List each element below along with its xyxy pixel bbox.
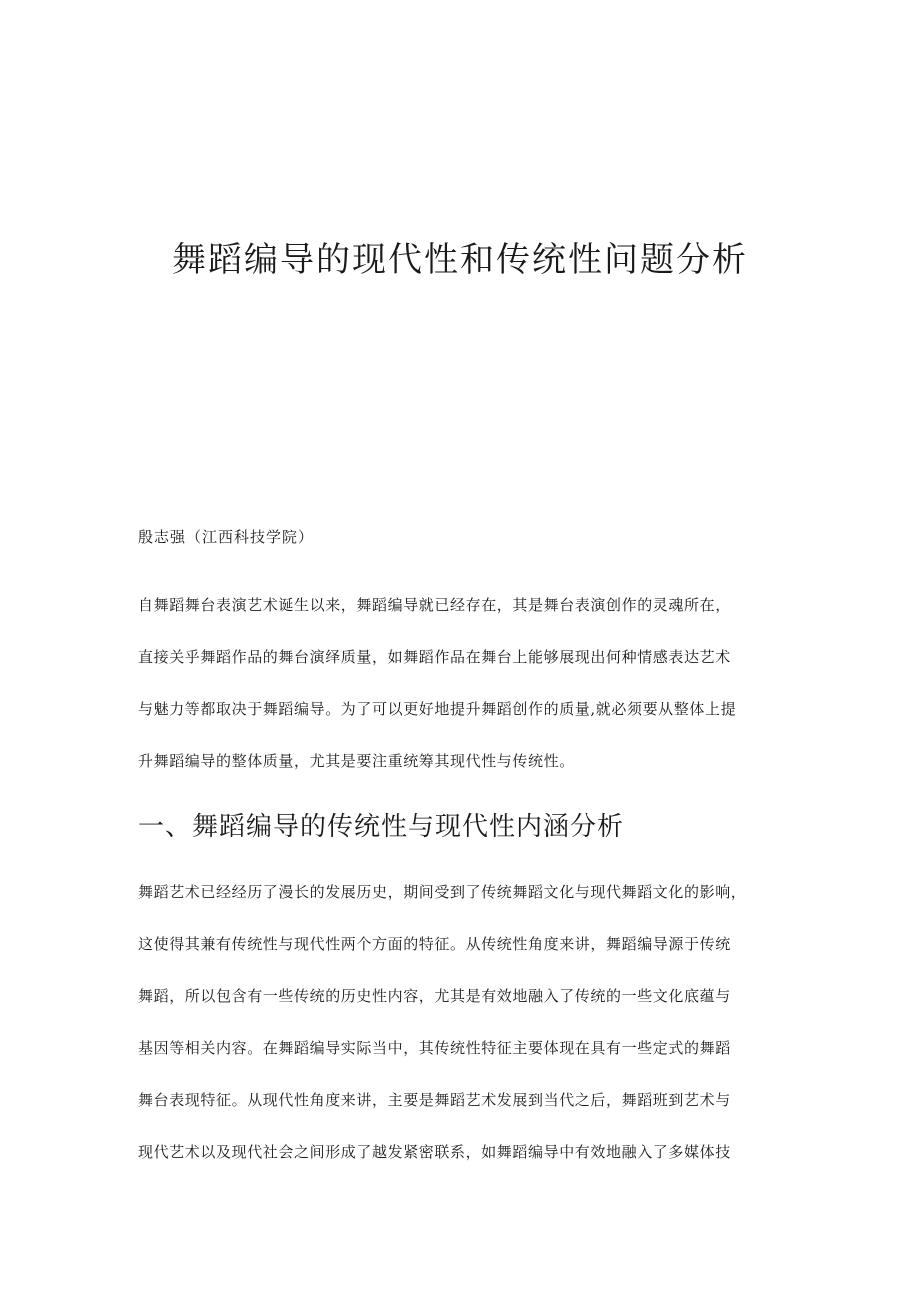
paragraph-line: 舞蹈艺术已经经历了漫长的发展历史，期间受到了传统舞蹈文化与现代舞蹈文化的影响，: [138, 883, 747, 901]
paragraph-line: 与魅力等都取决于舞蹈编导。为了可以更好地提升舞蹈创作的质量,就必须要从整体上提: [138, 700, 737, 718]
section1-paragraph: [138, 880, 793, 1192]
intro-paragraph: [138, 593, 793, 801]
paragraph-line: 现代艺术以及现代社会之间形成了越发紧密联系，如舞蹈编导中有效地融入了多媒体技: [138, 1143, 731, 1161]
author-line: 殷志强（江西科技学院）: [138, 528, 315, 546]
paragraph-line: 直接关乎舞蹈作品的舞台演绎质量，如舞蹈作品在舞台上能够展现出何种情感表达艺术: [138, 648, 731, 666]
paragraph-line: 舞台表现特征。从现代性角度来讲，主要是舞蹈艺术发展到当代之后，舞蹈班到艺术与: [138, 1091, 731, 1109]
paragraph-line: 这使得其兼有传统性与现代性两个方面的特征。从传统性角度来讲，舞蹈编导源于传统: [138, 935, 731, 953]
document-title: 舞蹈编导的现代性和传统性问题分析: [172, 240, 748, 280]
paragraph-line: 自舞蹈舞台表演艺术诞生以来，舞蹈编导就已经存在，其是舞台表演创作的灵魂所在，: [138, 596, 731, 614]
paragraph-line: 舞蹈，所以包含有一些传统的历史性内容，尤其是有效地融入了传统的一些文化底蕴与: [138, 987, 731, 1005]
section-heading: 一、舞蹈编导的传统性与现代性内涵分析: [138, 812, 625, 842]
paragraph-line: 基因等相关内容。在舞蹈编导实际当中，其传统性特征主要体现在具有一些定式的舞蹈: [138, 1039, 731, 1057]
paragraph-line: 升舞蹈编导的整体质量，尤其是要注重统筹其现代性与传统性。: [138, 752, 575, 770]
